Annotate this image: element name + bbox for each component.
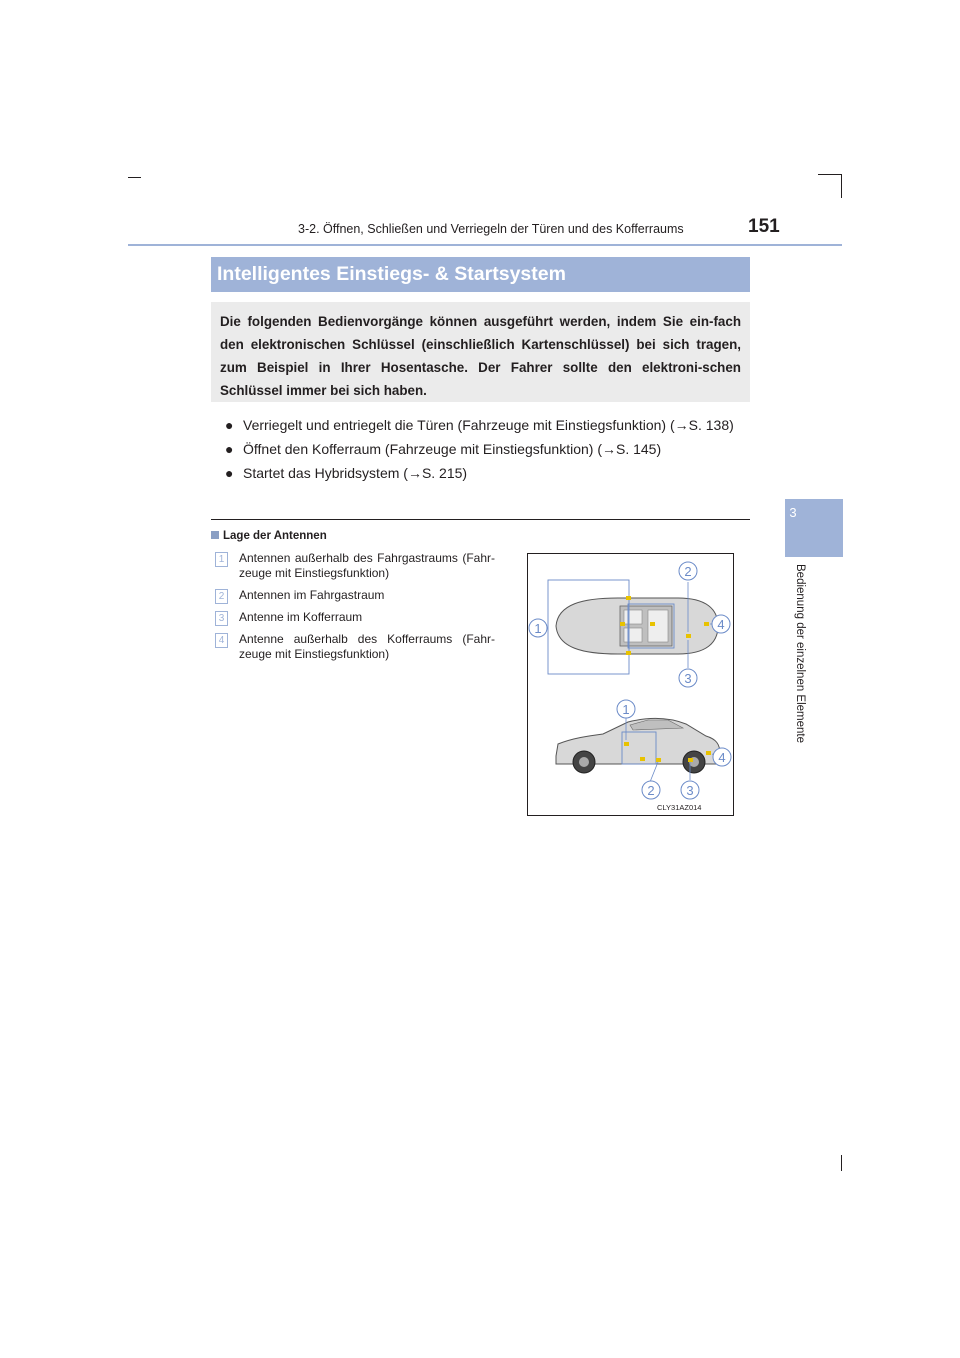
chapter-tab-label: Bedienung der einzelnen Elemente [794,564,806,744]
legend-item [215,610,495,625]
svg-text:4: 4 [717,617,725,632]
callout-side-1 [617,700,635,718]
antenna-legend [215,551,495,669]
legend-item [215,588,495,603]
chapter-tab-number: 3 [789,505,797,520]
bullet-icon: ● [225,441,234,457]
svg-text:2: 2 [684,564,692,579]
crop-mark [841,174,842,198]
crop-mark [818,174,842,175]
legend-number: 4 [215,633,228,648]
callout-top-4 [712,615,730,633]
subsection-heading-text: Lage der Antennen [223,530,327,542]
feature-list [225,414,750,486]
intro-text: Die folgenden Bedienvorgänge können ausgeführt werden, indem Sie ein-fach den elektronischen Schlüssel (einschließlich Kartenschlüssel) bei sich tragen, zum Beispiel in Ihrer Hosentasche. Der Fahrer sollte den elektroni-schen Schlüssel immer bei sich haben. [211,302,750,402]
subsection-heading [211,530,327,542]
svg-text:3: 3 [686,783,694,798]
legend-item [215,551,495,581]
callout-side-3 [681,781,699,799]
callout-top-2 [679,562,697,580]
car-side-view [556,718,720,782]
svg-text:1: 1 [534,621,542,636]
legend-text: Antennen im Fahrgastraum [239,588,385,602]
list-item [225,462,750,485]
list-item-text: Startet das Hybridsystem (→S. 215) [243,465,468,481]
legend-number: 2 [215,589,228,604]
svg-text:2: 2 [647,783,655,798]
header-rule [128,244,842,246]
list-item-text: Öffnet den Kofferraum (Fahrzeuge mit Einstiegsfunktion) (→S. 145) [243,441,662,457]
legend-text: Antenne im Kofferraum [239,610,363,624]
callout-side-2 [642,781,660,799]
legend-number: 1 [215,552,228,567]
section-title: Intelligentes Einstiegs- & Startsystem [211,257,750,292]
legend-text: Antennen außerhalb des Fahrgastraums (Fahr-zeuge mit Einstiegsfunktion) [239,551,495,580]
list-item-text: Verriegelt und entriegelt die Türen (Fahrzeuge mit Einstiegsfunktion) (→S. 138) [243,417,734,433]
list-item [225,438,750,461]
chapter-tab [785,499,843,557]
svg-text:1: 1 [622,702,630,717]
crop-mark [841,1155,842,1171]
callout-side-4 [713,748,731,766]
legend-text: Antenne außerhalb des Kofferraums (Fahr-zeuge mit Einstiegsfunktion) [239,632,495,661]
legend-item [215,632,495,662]
crop-mark [128,177,141,178]
page-number: 151 [748,216,780,237]
square-bullet-icon [211,531,219,539]
svg-text:3: 3 [684,671,692,686]
legend-number: 3 [215,611,228,626]
chapter-header: 3-2. Öffnen, Schließen und Verriegeln der Türen und des Kofferraums [298,222,684,236]
section-divider [211,519,750,520]
list-item [225,414,750,437]
svg-text:4: 4 [718,750,726,765]
figure-code: CLY31AZ014 [657,803,702,812]
car-illustration [528,554,733,815]
antenna-location-figure [527,553,734,816]
car-top-view [546,580,718,674]
callout-top-1 [529,619,547,637]
callout-top-3 [679,669,697,687]
bullet-icon: ● [225,465,234,481]
bullet-icon: ● [225,417,234,433]
